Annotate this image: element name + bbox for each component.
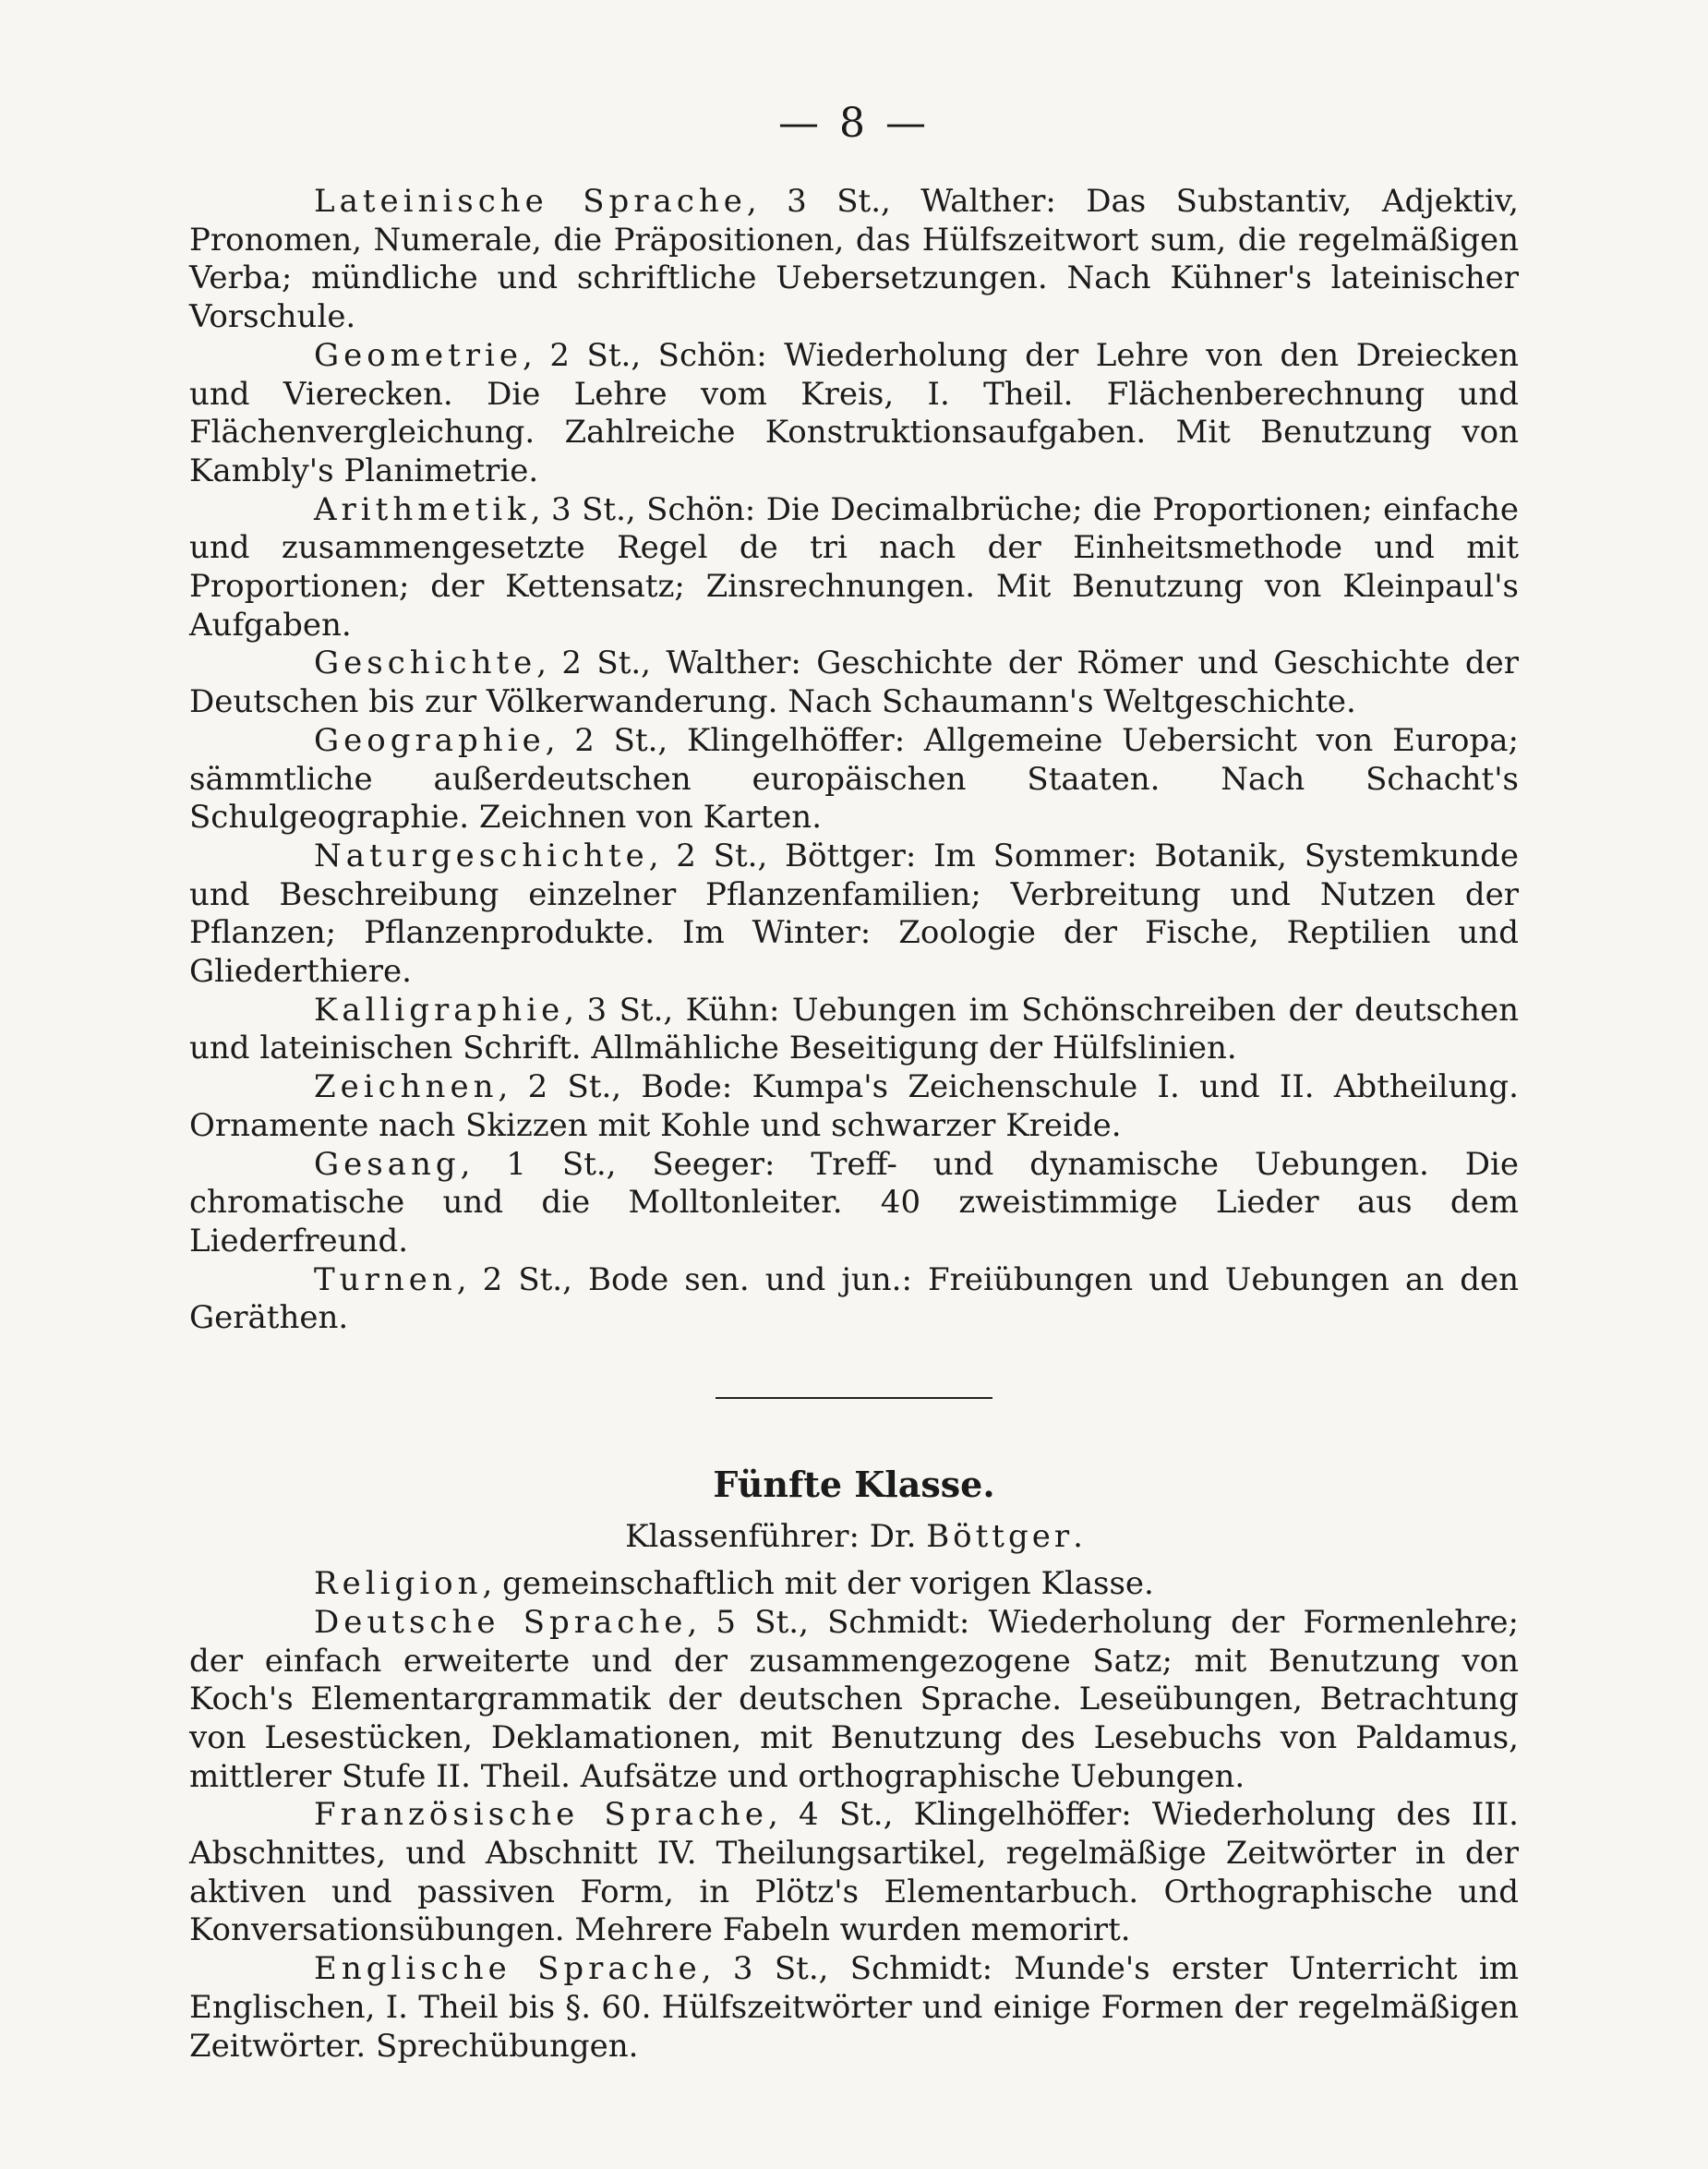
subject-description: , 2 St., Bode sen. und jun.: Freiübungen und Uebungen an den Geräthen. (189, 1260, 1519, 1337)
subject-paragraph (189, 183, 1519, 337)
subject-paragraph (189, 992, 1519, 1068)
subject-paragraph (189, 337, 1519, 491)
curriculum-section-bottom (189, 1565, 1519, 2066)
subject-paragraph (189, 1604, 1519, 1797)
subject-paragraph (189, 837, 1519, 992)
subject-paragraph (189, 1565, 1519, 1604)
subject-description: , 3 St., Kühn: Uebungen im Schönschreiben der deutschen und lateinischen Schrift. Allmähliche Beseitigung der Hülfslinien. (189, 991, 1519, 1067)
subject-name: Französische Sprache (314, 1796, 769, 1834)
subject-name: Turnen (314, 1260, 457, 1298)
curriculum-section-top (189, 183, 1519, 1338)
class-leader-label: Klassenführer: Dr. (625, 1518, 927, 1556)
subject-name: Geometrie (314, 336, 523, 374)
subject-paragraph (189, 1950, 1519, 2066)
subject-name: Kalligraphie (314, 991, 565, 1029)
subject-description: , 2 St., Böttger: Im Sommer: Botanik, Systemkunde und Beschreibung einzelner Pflanzenfamilien; Verbreitung und Nutzen der Pflanzen; Pflanzenprodukte. Im Winter: Zoologie der Fische, Reptilien und Gliederthiere. (189, 837, 1519, 991)
subject-description: , 3 St., Walther: Das Substantiv, Adjektiv, Pronomen, Numerale, die Präpositionen, das Hülfszeitwort sum, die regelmäßigen Verba; mündliche und schriftliche Uebersetzungen. Nach Kühner's lateinischer Vorschule. (189, 183, 1519, 336)
subject-paragraph (189, 1796, 1519, 1950)
subject-name: Religion (314, 1565, 483, 1603)
subject-name: Lateinische Sprache (314, 183, 747, 220)
subject-name: Deutsche Sprache (314, 1603, 688, 1641)
subject-description: , 2 St., Schön: Wiederholung der Lehre von den Dreiecken und Vierecken. Die Lehre vom Kreis, I. Theil. Flächenberechnung und Flächenvergleichung. Zahlreiche Konstruktionsaufgaben. Mit Benutzung von Kambly's Planimetrie. (189, 336, 1519, 489)
subject-description: , 2 St., Klingelhöffer: Allgemeine Uebersicht von Europa; sämmtliche außerdeutschen europäischen Staaten. Nach Schacht's Schulgeographie. Zeichnen von Karten. (189, 721, 1519, 837)
subject-paragraph (189, 1068, 1519, 1145)
subject-name: Englische Sprache (314, 1950, 702, 1988)
subject-paragraph (189, 491, 1519, 645)
subject-paragraph (189, 645, 1519, 721)
class-leader-line (189, 1515, 1519, 1558)
subject-description: , 2 St., Walther: Geschichte der Römer und Geschichte der Deutschen bis zur Völkerwanderung. Nach Schaumann's Weltgeschichte. (189, 645, 1519, 721)
subject-name: Gesang (314, 1145, 461, 1183)
subject-description: , 2 St., Bode: Kumpa's Zeichenschule I. und II. Abtheilung. Ornamente nach Skizzen mit Kohle und schwarzer Kreide. (189, 1068, 1519, 1144)
class-leader-end: . (1073, 1518, 1083, 1556)
subject-description: , 5 St., Schmidt: Wiederholung der Formenlehre; der einfach erweiterte und der zusammengezogene Satz; mit Benutzung von Koch's Elementargrammatik der deutschen Sprache. Leseübungen, Betrachtung von Lesestücken, Deklamationen, mit Benutzung des Lesebuchs von Paldamus, mittlerer Stufe II. Theil. Aufsätze und orthographische Uebungen. (189, 1603, 1519, 1795)
subject-paragraph (189, 722, 1519, 837)
subject-description: , 4 St., Klingelhöffer: Wiederholung des III. Abschnittes, und Abschnitt IV. Theilungsartikel, regelmäßige Zeitwörter in der aktiven und passiven Form, in Plötz's Elementarbuch. Orthographische und Konversationsübungen. Mehrere Fabeln wurden memorirt. (189, 1796, 1519, 1949)
subject-description: , 3 St., Schön: Die Decimalbrüche; die Proportionen; einfache und zusammengesetzte Regel de tri nach der Einheitsmethode und mit Proportionen; der Kettensatz; Zinsrechnungen. Mit Benutzung von Kleinpaul's Aufgaben. (189, 490, 1519, 644)
class-leader-name: Böttger (926, 1518, 1074, 1556)
subject-name: Geschichte (314, 645, 537, 682)
subject-name: Arithmetik (314, 490, 531, 528)
subject-description: , gemeinschaftlich mit der vorigen Klasse. (482, 1565, 1154, 1603)
subject-name: Geographie (314, 721, 546, 759)
subject-description: , 3 St., Schmidt: Munde's erster Unterricht im Englischen, I. Theil bis §. 60. Hülfszeitwörter und einige Formen der regelmäßigen Zeitwörter. Sprechübungen. (189, 1950, 1519, 2065)
class-heading: Fünfte Klasse. (713, 1464, 995, 1506)
section-divider (716, 1397, 992, 1399)
subject-name: Naturgeschichte (314, 837, 649, 874)
subject-paragraph (189, 1261, 1519, 1338)
page-number: — 8 — (778, 100, 930, 147)
page-content (189, 183, 1519, 2066)
subject-description: , 1 St., Seeger: Treff- und dynamische Uebungen. Die chromatische und die Molltonleiter. 40 zweistimmige Lieder aus dem Liederfreund. (189, 1145, 1519, 1259)
subject-paragraph (189, 1146, 1519, 1261)
subject-name: Zeichnen (314, 1068, 499, 1106)
